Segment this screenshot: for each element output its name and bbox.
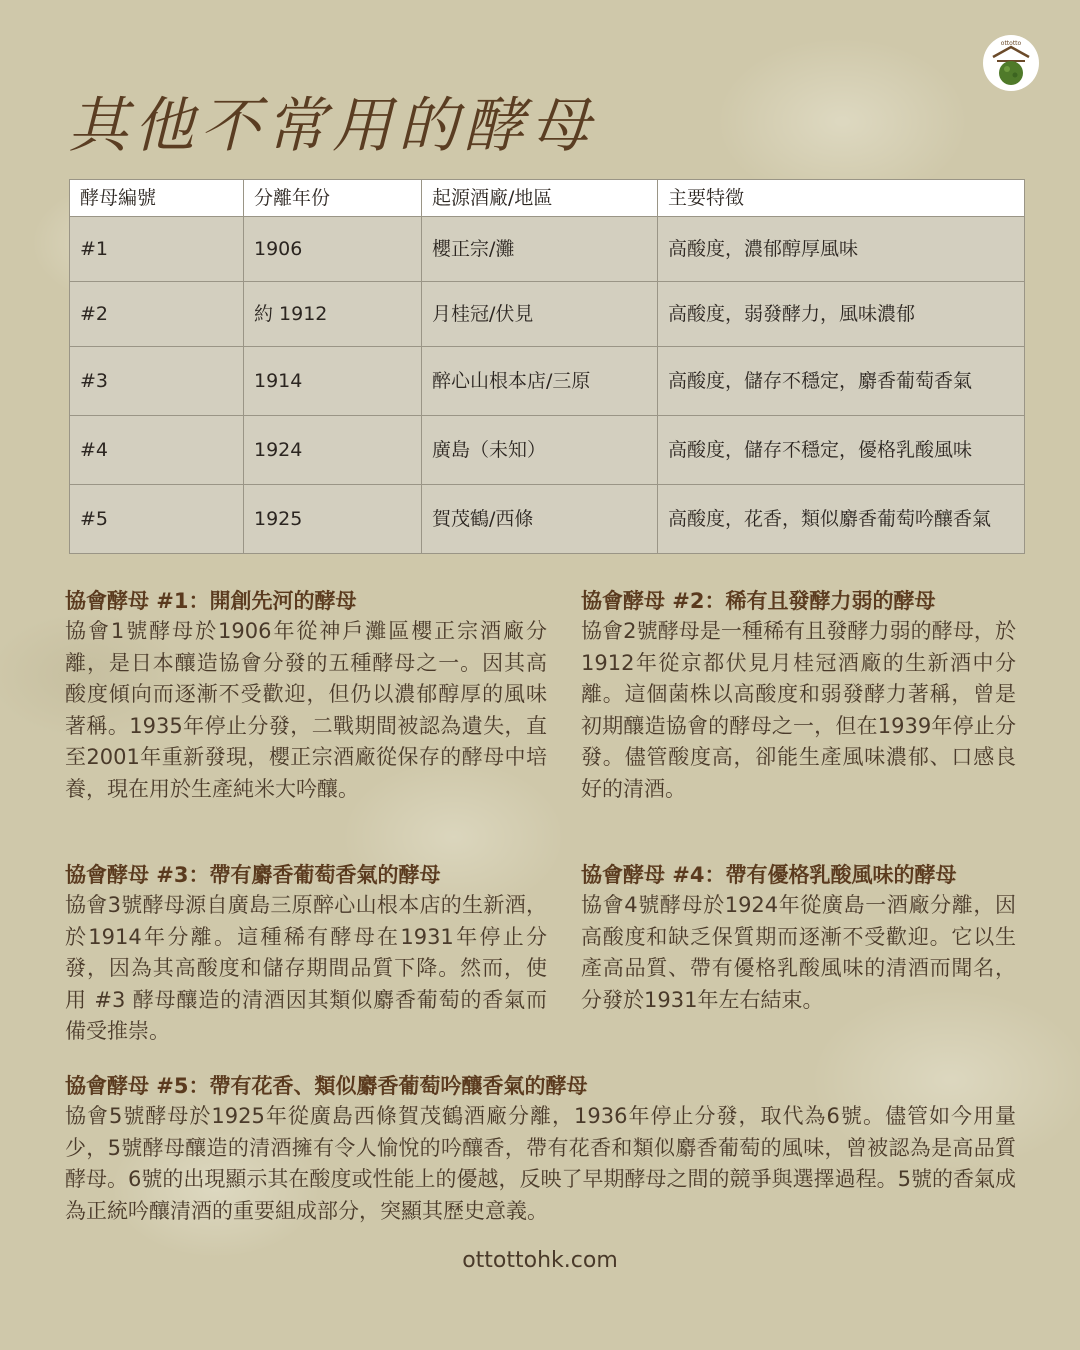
origin-cell: 賀茂鶴/西條 <box>422 485 658 554</box>
origin-cell: 醉心山根本店/三原 <box>422 347 658 416</box>
section-heading: 協會酵母 #1：開創先河的酵母 <box>65 589 357 613</box>
section-body: 協會4號酵母於1924年從廣島一酒廠分離，因高酸度和缺乏保質期而逐漸不受歡迎。它以生產高品質、帶有優格乳酸風味的清酒而聞名，分發於1931年左右結束。 <box>581 893 1016 1012</box>
year-cell: 1906 <box>244 217 422 282</box>
yeast-number-cell: #3 <box>70 347 244 416</box>
table-header-row <box>70 180 1025 217</box>
section-heading: 協會酵母 #4：帶有優格乳酸風味的酵母 <box>581 863 957 887</box>
yeast-number-cell: #2 <box>70 282 244 347</box>
section-heading: 協會酵母 #5：帶有花香、類似麝香葡萄吟釀香氣的酵母 <box>65 1074 588 1098</box>
section-yeast-2 <box>581 586 1016 805</box>
feature-cell: 高酸度，花香，類似麝香葡萄吟釀香氣 <box>658 485 1025 554</box>
table-row <box>70 485 1025 554</box>
column-header: 起源酒廠/地區 <box>422 180 658 217</box>
website-url[interactable]: ottottohk.com <box>462 1248 618 1273</box>
table-row <box>70 416 1025 485</box>
section-heading: 協會酵母 #3：帶有麝香葡萄香氣的酵母 <box>65 863 441 887</box>
section-yeast-4 <box>581 860 1016 1016</box>
column-header: 酵母編號 <box>70 180 244 217</box>
section-yeast-5 <box>65 1071 1016 1227</box>
feature-cell: 高酸度，濃郁醇厚風味 <box>658 217 1025 282</box>
sake-ball-icon <box>983 35 1039 91</box>
section-heading: 協會酵母 #2：稀有且發酵力弱的酵母 <box>581 589 936 613</box>
year-cell: 1914 <box>244 347 422 416</box>
year-cell: 約 1912 <box>244 282 422 347</box>
feature-cell: 高酸度，弱發酵力，風味濃郁 <box>658 282 1025 347</box>
logo-text: ottotto <box>1000 40 1022 47</box>
table-row <box>70 282 1025 347</box>
section-yeast-1 <box>65 586 547 805</box>
section-body: 協會2號酵母是一種稀有且發酵力弱的酵母，於1912年從京都伏見月桂冠酒廠的生新酒中分離。這個菌株以高酸度和弱發酵力著稱，曾是初期釀造協會的酵母之一，但在1939年停止分發。儘管酸度高，卻能生產風味濃郁、口感良好的清酒。 <box>581 619 1016 801</box>
yeast-number-cell: #1 <box>70 217 244 282</box>
page-title: 其他不常用的酵母 <box>68 91 596 161</box>
feature-cell: 高酸度，儲存不穩定，優格乳酸風味 <box>658 416 1025 485</box>
origin-cell: 廣島（未知） <box>422 416 658 485</box>
table-row <box>70 217 1025 282</box>
year-cell: 1924 <box>244 416 422 485</box>
yeast-number-cell: #5 <box>70 485 244 554</box>
section-yeast-3 <box>65 860 547 1048</box>
origin-cell: 櫻正宗/灘 <box>422 217 658 282</box>
section-body: 協會5號酵母於1925年從廣島西條賀茂鶴酒廠分離，1936年停止分發，取代為6號。儘管如今用量少，5號酵母釀造的清酒擁有令人愉悅的吟釀香，帶有花香和類似麝香葡萄的風味，曾被認為是高品質酵母。6號的出現顯示其在酸度或性能上的優越，反映了早期酵母之間的競爭與選擇過程。5號的香氣成為正統吟釀清酒的重要組成部分，突顯其歷史意義。 <box>65 1104 1016 1223</box>
year-cell: 1925 <box>244 485 422 554</box>
column-header: 主要特徵 <box>658 180 1025 217</box>
section-body: 協會1號酵母於1906年從神戶灘區櫻正宗酒廠分離，是日本釀造協會分發的五種酵母之一。因其高酸度傾向而逐漸不受歡迎，但仍以濃郁醇厚的風味著稱。1935年停止分發，二戰期間被認為遺失，直至2001年重新發現，櫻正宗酒廠從保存的酵母中培養，現在用於生產純米大吟釀。 <box>65 619 547 801</box>
origin-cell: 月桂冠/伏見 <box>422 282 658 347</box>
section-body: 協會3號酵母源自廣島三原醉心山根本店的生新酒，於1914年分離。這種稀有酵母在1931年停止分發，因為其高酸度和儲存期間品質下降。然而，使用 #3 酵母釀造的清酒因其類似麝香葡萄的香氣而備受推崇。 <box>65 893 547 1043</box>
brand-logo <box>983 35 1039 91</box>
yeast-number-cell: #4 <box>70 416 244 485</box>
feature-cell: 高酸度，儲存不穩定，麝香葡萄香氣 <box>658 347 1025 416</box>
yeast-table <box>69 179 1025 554</box>
column-header: 分離年份 <box>244 180 422 217</box>
table-row <box>70 347 1025 416</box>
